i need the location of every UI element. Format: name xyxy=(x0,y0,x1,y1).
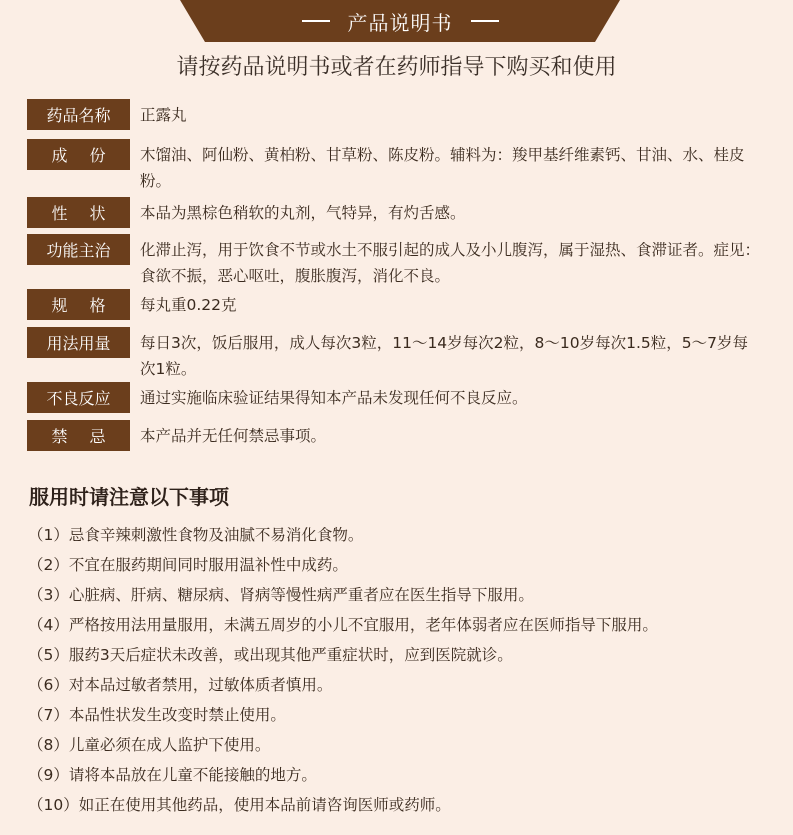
info-row-properties xyxy=(27,197,760,228)
note-item: （6）对本品过敏者禁用，过敏体质者慎用。 xyxy=(28,676,333,694)
info-row-ingredients xyxy=(27,139,760,194)
info-row-contraindications xyxy=(27,420,760,451)
info-label: 规格 xyxy=(27,289,130,320)
header-banner xyxy=(180,0,620,42)
note-item: （2）不宜在服药期间同时服用温补性中成药。 xyxy=(28,556,348,574)
info-row-adverse-reactions xyxy=(27,382,760,413)
notes-heading: 服用时请注意以下事项 xyxy=(29,485,229,509)
info-value: 本产品并无任何禁忌事项。 xyxy=(140,427,327,445)
info-value: 每丸重0.22克 xyxy=(140,296,237,314)
info-label: 药品名称 xyxy=(27,99,130,130)
info-label: 性状 xyxy=(27,197,130,228)
note-item: （9）请将本品放在儿童不能接触的地方。 xyxy=(28,766,317,784)
banner-dash-left xyxy=(302,20,330,22)
info-row-specification xyxy=(27,289,760,320)
info-value: 正露丸 xyxy=(140,106,187,124)
info-value: 每日3次，饭后服用，成人每次3粒，11～14岁每次2粒，8～10岁每次1.5粒，5～7岁每次1粒。 xyxy=(140,334,748,378)
info-value: 化滞止泻，用于饮食不节或水土不服引起的成人及小儿腹泻，属于湿热、食滞证者。症见：食欲不振，恶心呕吐，腹胀腹泻，消化不良。 xyxy=(140,241,761,285)
page-subtitle: 请按药品说明书或者在药师指导下购买和使用 xyxy=(176,55,617,80)
banner-dash-right xyxy=(471,20,499,22)
info-label: 成份 xyxy=(27,139,130,170)
info-row-indications xyxy=(27,234,760,289)
note-item: （10）如正在使用其他药品，使用本品前请咨询医师或药师。 xyxy=(28,796,451,814)
note-item: （5）服药3天后症状未改善，或出现其他严重症状时，应到医院就诊。 xyxy=(28,646,513,664)
info-row-dosage xyxy=(27,327,760,382)
info-label: 不良反应 xyxy=(27,382,130,413)
info-value: 通过实施临床验证结果得知本产品未发现任何不良反应。 xyxy=(140,389,528,407)
header-title: 产品说明书 xyxy=(347,10,453,35)
note-item: （1）忌食辛辣刺激性食物及油腻不易消化食物。 xyxy=(28,526,364,544)
note-item: （4）严格按用法用量服用，未满五周岁的小儿不宜服用，老年体弱者应在医师指导下服用。 xyxy=(28,616,658,634)
info-row-name xyxy=(27,99,760,130)
info-value: 木馏油、阿仙粉、黄柏粉、甘草粉、陈皮粉。辅料为：羧甲基纤维素钙、甘油、水、桂皮粉。 xyxy=(140,146,745,190)
info-value: 本品为黑棕色稍软的丸剂，气特异，有灼舌感。 xyxy=(140,204,466,222)
note-item: （7）本品性状发生改变时禁止使用。 xyxy=(28,706,286,724)
info-label: 功能主治 xyxy=(27,234,130,265)
info-label: 禁忌 xyxy=(27,420,130,451)
note-item: （8）儿童必须在成人监护下使用。 xyxy=(28,736,271,754)
note-item: （3）心脏病、肝病、糖尿病、肾病等慢性病严重者应在医生指导下服用。 xyxy=(28,586,534,604)
info-label: 用法用量 xyxy=(27,327,130,358)
